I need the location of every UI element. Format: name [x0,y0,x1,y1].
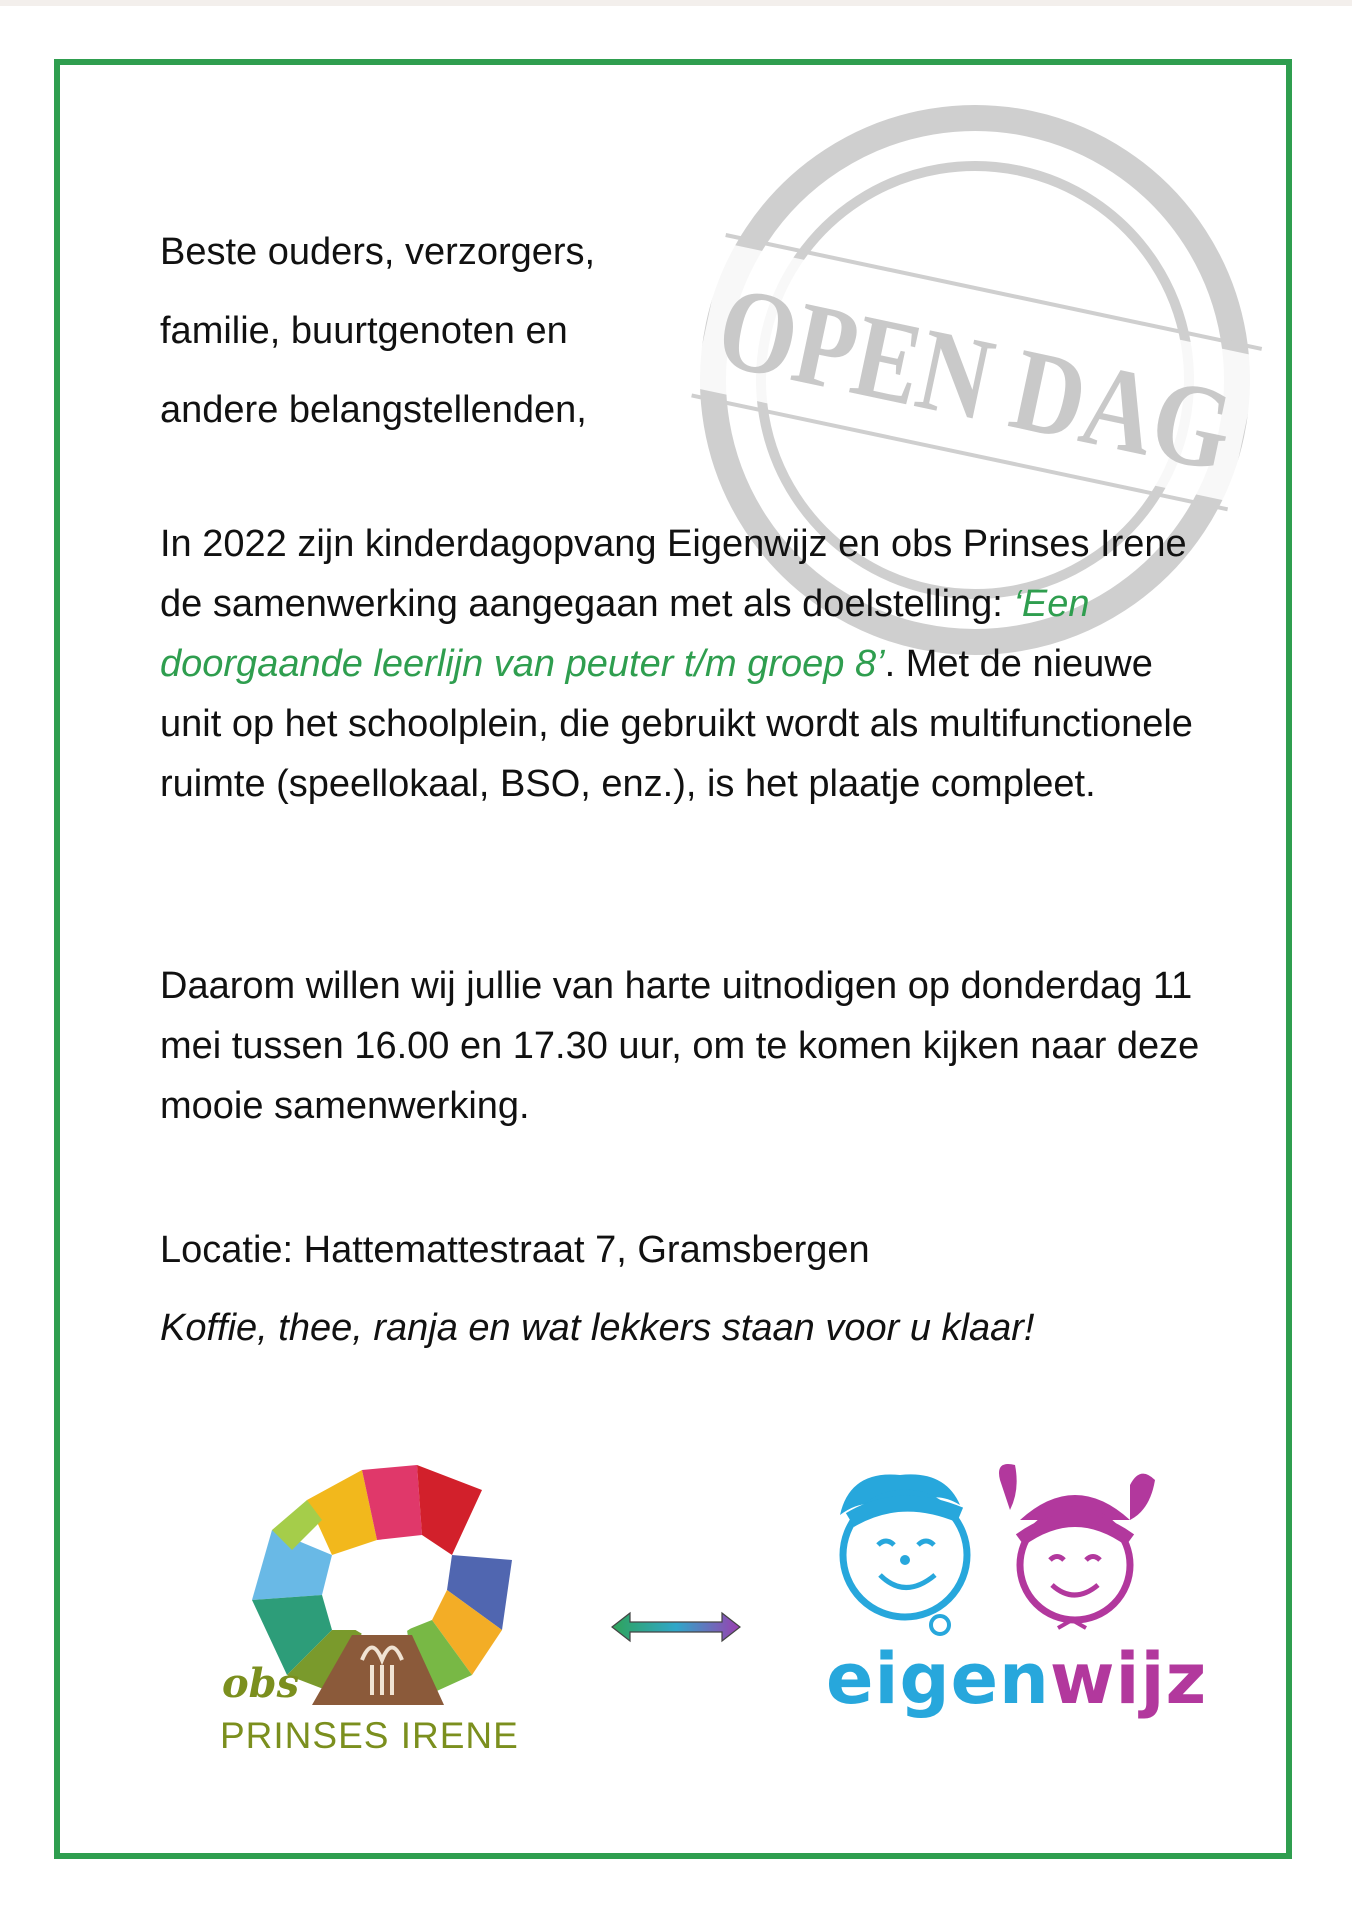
refreshments-line: Koffie, thee, ranja en wat lekkers staan voor u klaar! [160,1307,1035,1349]
wijz-wordmark-part: wijz [1049,1638,1208,1720]
prinses-irene-wordmark: PRINSES IRENE [220,1715,519,1756]
stamp-text: OPEN DAG [707,260,1341,518]
obs-prinses-irene-logo [212,1460,542,1760]
greeting-line-2: familie, buurtgenoten en [160,310,568,352]
paragraph-collaboration [160,514,1220,814]
location-line: Locatie: Hattemattestraat 7, Gramsbergen [160,1229,870,1271]
greeting-line-3: andere belangstellenden, [160,389,587,431]
eigen-wordmark-part: eigen [826,1638,1050,1720]
greeting-line-1: Beste ouders, verzorgers, [160,231,596,273]
children-faces-icon [820,1460,1170,1650]
motto-text: ‘Een doorgaande leerlijn van peuter t/m groep 8’ [160,583,1090,685]
double-arrow-icon [612,1612,740,1642]
paragraph-invitation: Daarom willen wij jullie van harte uitnodigen op donderdag 11 mei tussen 16.00 en 17.30 uur, om te komen kijken naar deze mooie samenwerking. [160,965,1200,1127]
eigenwijz-wordmark [826,1638,1207,1720]
eigenwijz-logo [820,1460,1208,1750]
greeting [160,213,595,450]
paragraph-rest: . Met de nieuwe unit op het schoolplein, die gebruikt wordt als multifunctionele ruimte (speellokaal, BSO, enz.), is het plaatje compleet. [160,643,1193,805]
obs-wordmark: obs [222,1660,300,1707]
top-edge [0,0,1352,6]
paragraph-intro: In 2022 zijn kinderdagopvang Eigenwijz en obs Prinses Irene de samenwerking aangegaan met als doelstelling: [160,523,1187,625]
